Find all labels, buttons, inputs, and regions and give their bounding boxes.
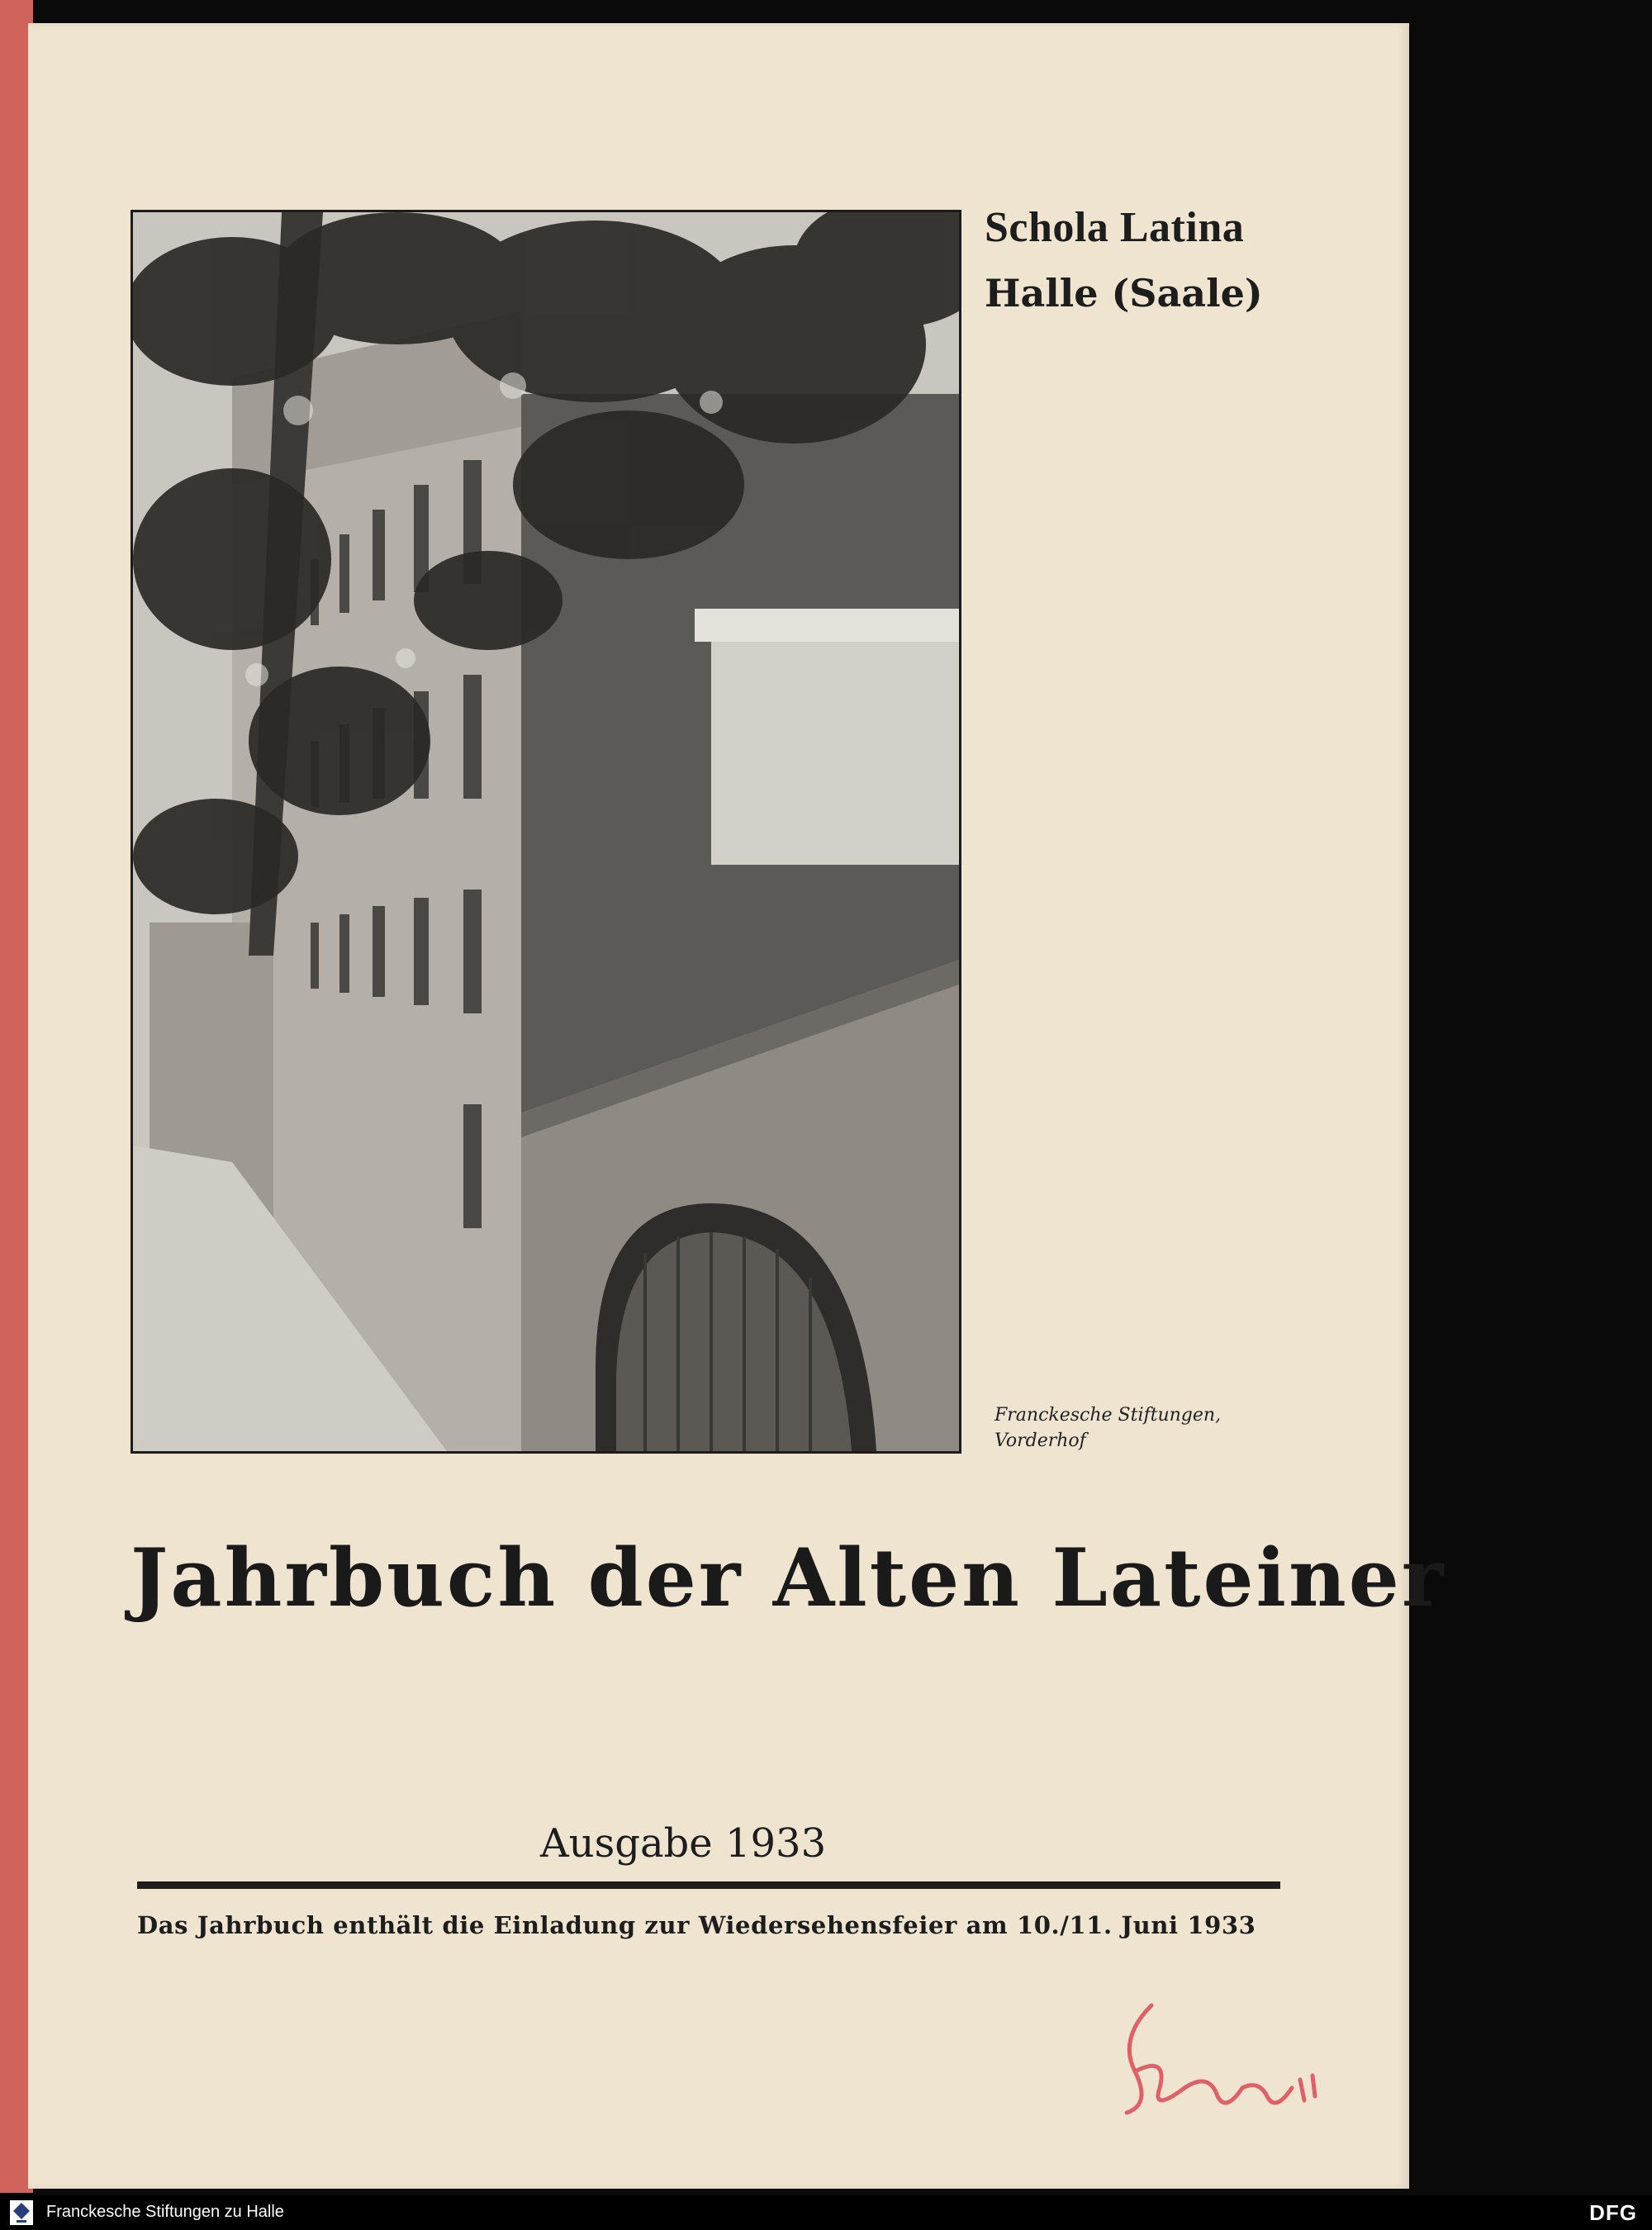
document-page [28,23,1446,2189]
photo-caption-line-2: Vorderhof [995,1431,1086,1451]
red-handwritten-mark [1102,1989,1333,2129]
photo-caption [995,1402,1242,1454]
horizontal-rule [137,1881,1280,1889]
footer-institution-label: Franckesche Stiftungen zu Halle [46,2203,284,2221]
edition-label: Ausgabe 1933 [540,1820,827,1867]
courtyard-photo-illustration [133,212,959,1451]
institution-logo-icon [10,2200,33,2225]
school-city: Halle (Saale) [985,271,1263,316]
footer-dfg-label: DFG [1589,2200,1637,2225]
yearbook-title: Jahrbuch der Alten Lateiner [131,1531,1446,1625]
photo-caption-line-1: Franckesche Stiftungen, [995,1405,1222,1426]
footer-bar [0,2195,1652,2230]
cover-photograph [131,210,961,1454]
school-name: Schola Latina [985,204,1245,251]
invitation-note: Das Jahrbuch enthält die Einladung zur Wiedersehensfeier am 10./11. Juni 1933 [137,1911,1256,1939]
